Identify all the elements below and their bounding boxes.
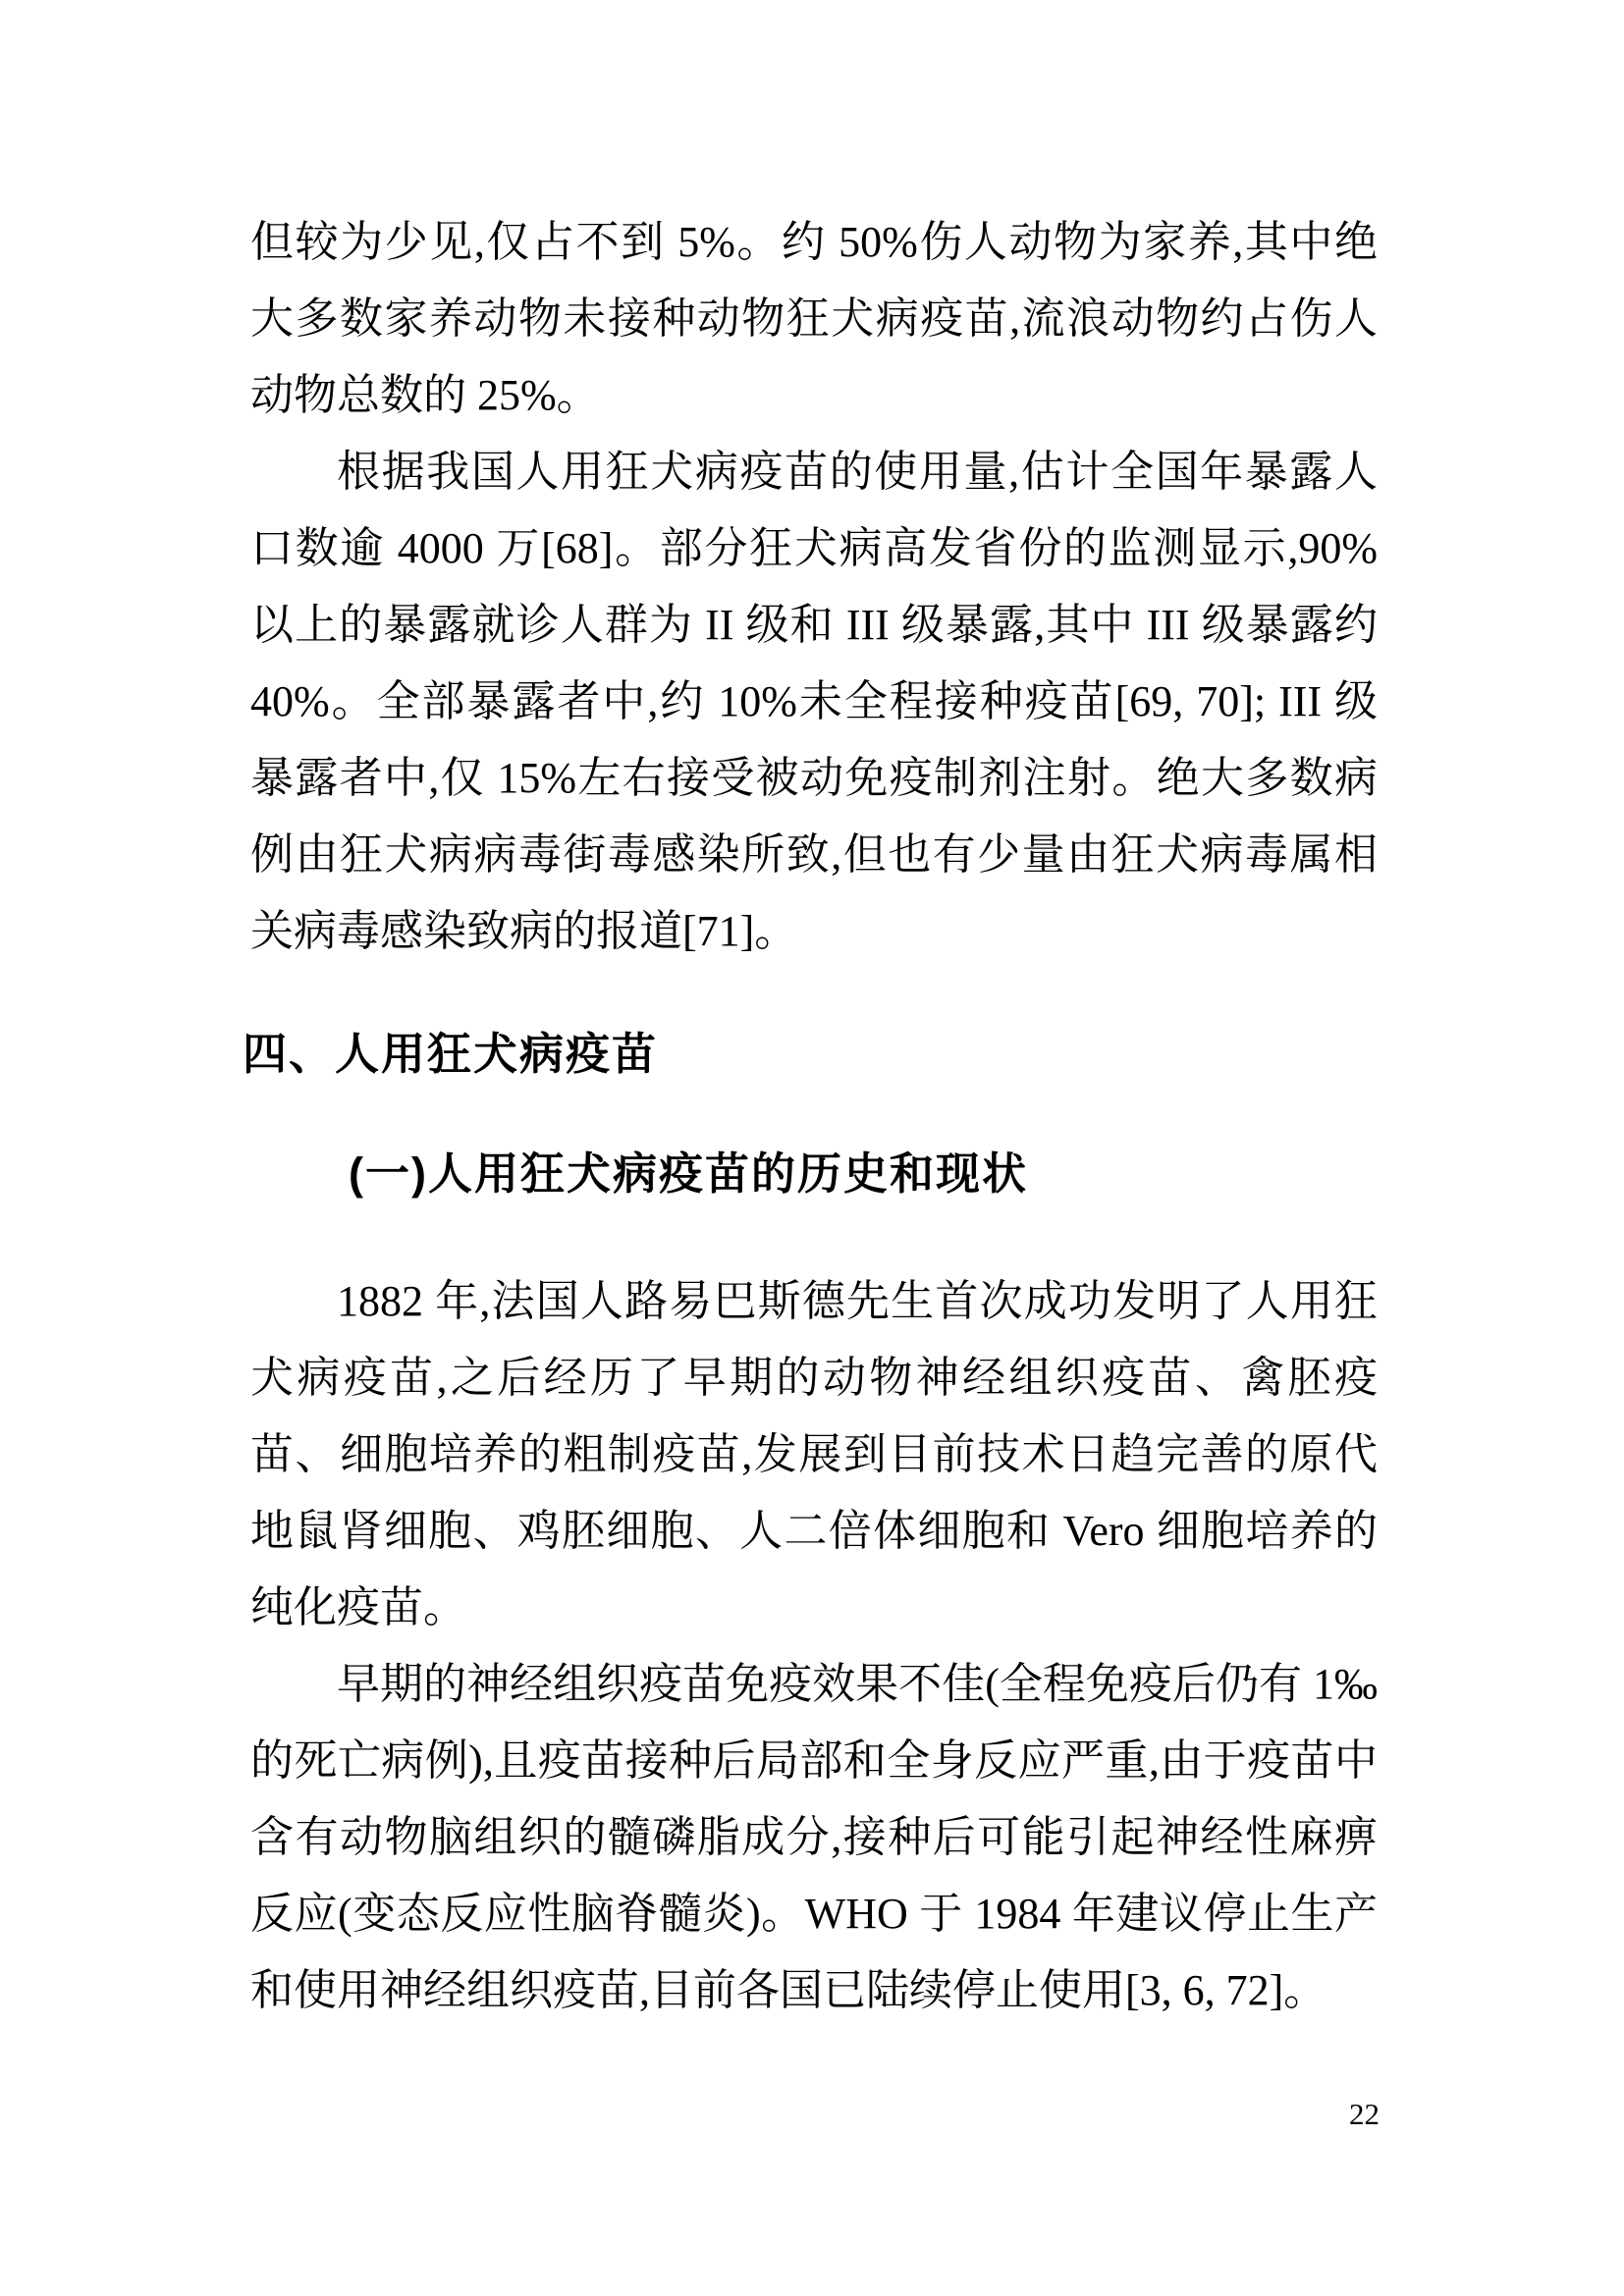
text-column: [243, 204, 1378, 2029]
paragraph-biting-animals: 但较为少见,仅占不到 5%。约 50%伤人动物为家养,其中绝大多数家养动物未接种动物狂犬病疫苗,流浪动物约占伤人动物总数的 25%。: [250, 218, 1378, 419]
page-number: 22: [1349, 2097, 1380, 2131]
section-heading-human-rabies-vaccine: 四、人用狂犬病疫苗: [243, 1029, 659, 1079]
subsection-heading-history-status: (一)人用狂犬病疫苗的历史和现状: [349, 1148, 1028, 1199]
paragraph-exposure-statistics: 根据我国人用狂犬病疫苗的使用量,估计全国年暴露人口数逾 4000 万[68]。部分狂犬病高发省份的监测显示,90%以上的暴露就诊人群为 II 级和 III 级暴露,其中 III 级暴露约 40%。全部暴露者中,约 10%未全程接种疫苗[69, 70]; III 级暴露者中,仅 15%左右接受被动免疫制剂注射。绝大多数病例由狂犬病病毒街毒感染所致,但也有少量由狂犬病毒属相关病毒感染致病的报道[71]。: [250, 448, 1378, 955]
paragraph-nerve-tissue-vaccine: 早期的神经组织疫苗免疫效果不佳(全程免疫后仍有 1‰的死亡病例),且疫苗接种后局部和全身反应严重,由于疫苗中含有动物脑组织的髓磷脂成分,接种后可能引起神经性麻痹反应(变态反应性脑脊髓炎)。WHO 于 1984 年建议停止生产和使用神经组织疫苗,目前各国已陆续停止使用[3, 6, 72]。: [250, 1660, 1378, 2014]
paragraph-vaccine-history: 1882 年,法国人路易巴斯德先生首次成功发明了人用狂犬病疫苗,之后经历了早期的动物神经组织疫苗、禽胚疫苗、细胞培养的粗制疫苗,发展到目前技术日趋完善的原代地鼠肾细胞、鸡胚细胞、人二倍体细胞和 Vero 细胞培养的纯化疫苗。: [250, 1277, 1378, 1631]
